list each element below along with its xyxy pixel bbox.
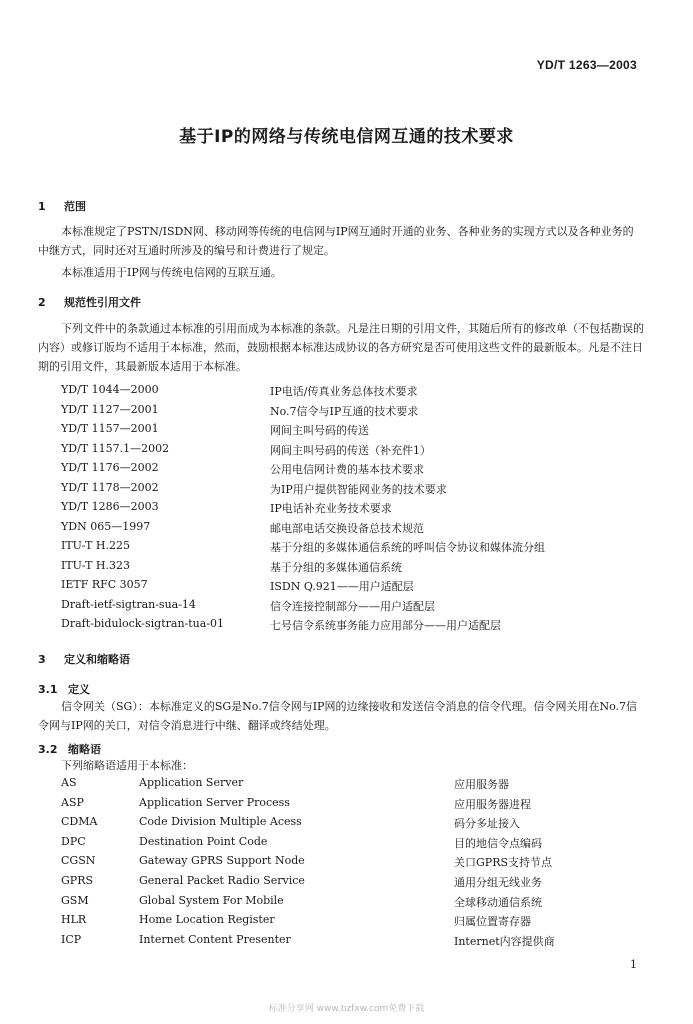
- abbreviation-chinese: 目的地信令点编码: [454, 836, 542, 850]
- abbreviation-chinese: Internet内容提供商: [454, 934, 555, 948]
- abbreviation-full-name: Internet Content Presenter: [139, 932, 291, 946]
- abbreviation-full-name: Gateway GPRS Support Node: [139, 854, 305, 868]
- reference-title: 信令连接控制部分——用户适配层: [270, 599, 435, 613]
- section-number: 2: [38, 296, 46, 309]
- reference-title: 网间主叫号码的传送: [270, 424, 369, 437]
- document-title: 基于IP的网络与传统电信网互通的技术要求: [179, 127, 514, 147]
- abbreviation-chinese: 关口GPRS支持节点: [454, 856, 553, 870]
- abbreviation: CGSN: [61, 854, 96, 868]
- reference-title: No.7信令与IP互通的技术要求: [270, 404, 419, 418]
- page-number: 1: [630, 958, 637, 971]
- section-title: 定义: [68, 683, 90, 696]
- reference-code: Draft-ietf-sigtran-sua-14: [61, 597, 196, 611]
- reference-code: ITU-T H.323: [61, 558, 131, 572]
- abbreviation: HLR: [61, 913, 87, 927]
- reference-code: YDN 065—1997: [61, 519, 151, 533]
- section-2-intro: 下列文件中的条款通过本标准的引用而成为本标准的条款。凡是注日期的引用文件，其随后所有的修改单（不包括勘误的内容）或修订版均不适用于本标准，然而，鼓励根据本标准达成协议的各方研究是否可使用这些文件的最新版本。凡是不注日期的引用文件，其最新版本适用于本标准。: [38, 322, 644, 373]
- abbreviation-full-name: Global System For Mobile: [139, 893, 284, 907]
- reference-code: YD/T 1127—2001: [61, 402, 159, 416]
- section-title: 范围: [64, 200, 86, 213]
- section-title: 规范性引用文件: [64, 296, 141, 309]
- reference-code: YD/T 1044—2000: [61, 383, 159, 396]
- reference-code: YD/T 1286—2003: [61, 500, 159, 513]
- reference-code: ITU-T H.225: [61, 539, 131, 552]
- reference-code: YD/T 1157—2001: [61, 422, 159, 435]
- section-number: 3.2: [38, 743, 58, 756]
- reference-code: YD/T 1157.1—2002: [61, 441, 170, 455]
- section-number: 3: [38, 653, 46, 666]
- abbreviation: AS: [61, 776, 77, 789]
- section-number: 1: [38, 200, 46, 213]
- section-title: 定义和缩略语: [64, 653, 130, 666]
- reference-title: 七号信令系统事务能力应用部分——用户适配层: [270, 619, 501, 632]
- section-2-heading: [38, 294, 141, 310]
- abbreviation-full-name: Home Location Register: [139, 913, 275, 927]
- abbreviation-full-name: Application Server: [139, 776, 244, 789]
- abbreviations-intro: 下列缩略语适用于本标准：: [61, 759, 193, 772]
- abbreviation-full-name: Code Division Multiple Acess: [139, 815, 302, 829]
- abbreviation-full-name: Application Server Process: [139, 795, 290, 809]
- reference-title: IP电话/传真业务总体技术要求: [270, 385, 418, 398]
- reference-title: IP电话补充业务技术要求: [270, 502, 392, 515]
- abbreviation-chinese: 码分多址接入: [454, 817, 520, 831]
- standard-code: YD/T 1263—2003: [536, 58, 637, 72]
- abbreviation: CDMA: [61, 815, 98, 829]
- reference-title: 邮电部电话交换设备总技术规范: [270, 521, 424, 535]
- section-1-paragraph-2: 本标准适用于IP网与传统电信网的互联互通。: [61, 266, 282, 279]
- abbreviation: ICP: [61, 932, 82, 946]
- abbreviation-full-name: General Packet Radio Service: [139, 874, 305, 887]
- section-3-heading: [38, 651, 130, 667]
- reference-title: 为IP用户提供智能网业务的技术要求: [270, 482, 447, 496]
- reference-title: 基于分组的多媒体通信系统的呼叫信令协议和媒体流分组: [270, 541, 545, 554]
- abbreviation: ASP: [61, 795, 84, 809]
- abbreviation: DPC: [61, 834, 86, 848]
- definition-text: 信令网关（SG）：本标准定义的SG是No.7信令网与IP网的边缘接收和发送信令消息的信令代理。信令网关用在No.7信令网与IP网的关口，对信令消息进行中继、翻译或终结处理。: [38, 700, 637, 732]
- reference-code: Draft-bidulock-sigtran-tua-01: [61, 617, 225, 630]
- section-1-paragraph-1: 本标准规定了PSTN/ISDN网、移动网等传统的电信网与IP网互通时开通的业务、各种业务的实现方式以及各种业务的中继方式，同时还对互通时所涉及的编号和计费进行了规定。: [38, 225, 634, 257]
- abbreviation-chinese: 应用服务器: [454, 778, 509, 791]
- reference-title: 公用电信网计费的基本技术要求: [270, 463, 424, 476]
- abbreviation-chinese: 归属位置寄存器: [454, 915, 531, 929]
- abbreviation: GPRS: [61, 874, 94, 887]
- reference-code: YD/T 1176—2002: [61, 461, 159, 474]
- section-3-2-heading: [38, 741, 101, 757]
- abbreviation-chinese: 全球移动通信系统: [454, 895, 542, 909]
- footer-watermark: 标准分享网 www.bzfxw.com免费下载: [268, 1004, 425, 1014]
- reference-title: 基于分组的多媒体通信系统: [270, 560, 402, 574]
- section-3-1-heading: [38, 681, 90, 697]
- abbreviation-full-name: Destination Point Code: [139, 834, 268, 848]
- reference-title: ISDN Q.921——用户适配层: [270, 580, 414, 593]
- abbreviation: GSM: [61, 893, 89, 907]
- reference-code: YD/T 1178—2002: [61, 480, 159, 494]
- section-number: 3.1: [38, 683, 58, 696]
- abbreviation-chinese: 通用分组无线业务: [454, 876, 542, 889]
- section-title: 缩略语: [68, 743, 101, 756]
- reference-code: IETF RFC 3057: [61, 578, 148, 591]
- abbreviation-chinese: 应用服务器进程: [454, 797, 531, 811]
- section-1-heading: [38, 198, 86, 214]
- reference-title: 网间主叫号码的传送（补充件1）: [270, 443, 431, 457]
